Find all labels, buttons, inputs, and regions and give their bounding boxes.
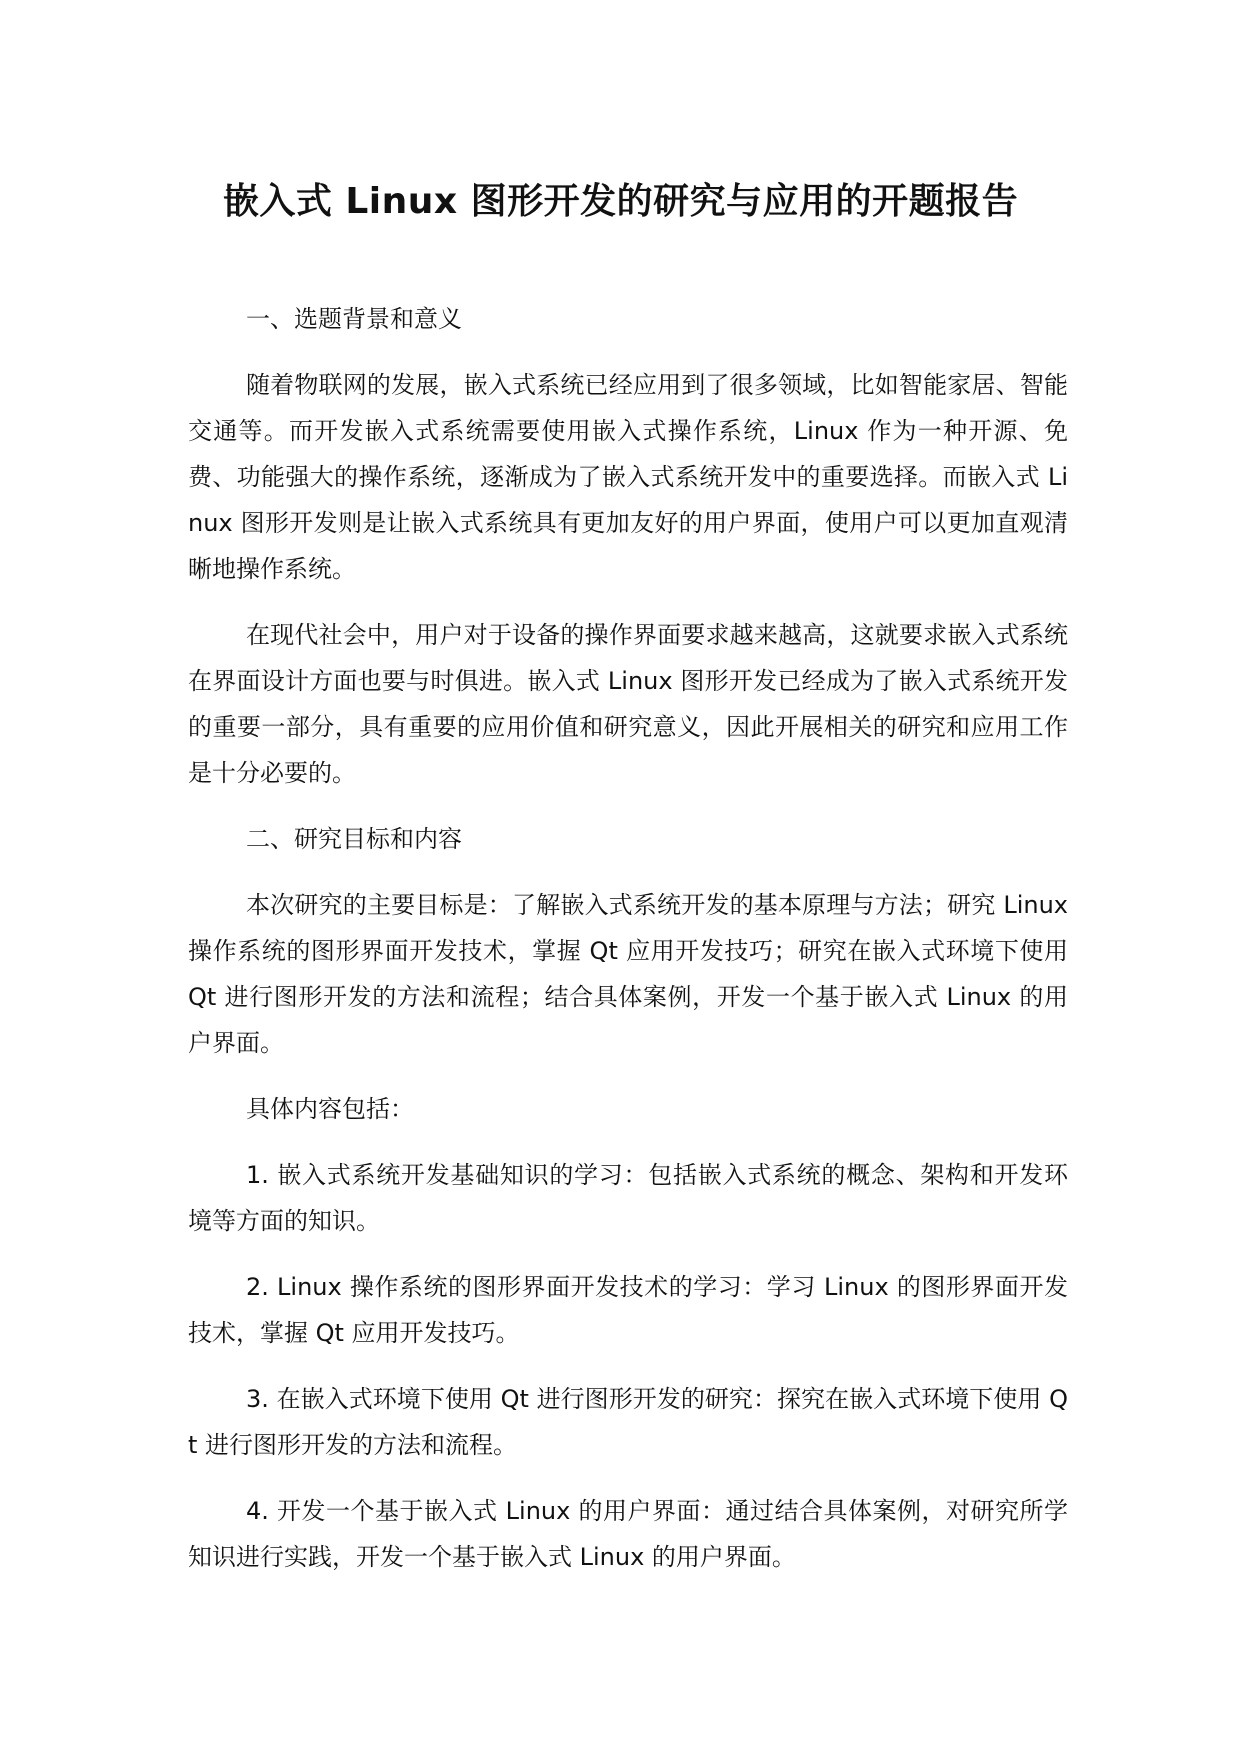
- document-body: [188, 296, 1068, 1600]
- section-heading-goals: 二、研究目标和内容: [246, 825, 462, 853]
- paragraph-goals: 本次研究的主要目标是：了解嵌入式系统开发的基本原理与方法；研究 Linux 操作系统的图形界面开发技术，掌握 Qt 应用开发技巧；研究在嵌入式环境下使用 Qt 进行图形开发的方法和流程；结合具体案例，开发一个基于嵌入式 Linux 的用户界面。: [188, 891, 1068, 1057]
- list-item-3: 3. 在嵌入式环境下使用 Qt 进行图形开发的研究：探究在嵌入式环境下使用 Qt 进行图形开发的方法和流程。: [188, 1385, 1068, 1459]
- section-heading-background: 一、选题背景和意义: [246, 305, 462, 333]
- list-item-1: 1. 嵌入式系统开发基础知识的学习：包括嵌入式系统的概念、架构和开发环境等方面的知识。: [188, 1161, 1068, 1235]
- list-item-4: 4. 开发一个基于嵌入式 Linux 的用户界面：通过结合具体案例，对研究所学知识进行实践，开发一个基于嵌入式 Linux 的用户界面。: [188, 1497, 1068, 1571]
- paragraph-background-2: 在现代社会中，用户对于设备的操作界面要求越来越高，这就要求嵌入式系统在界面设计方面也要与时俱进。嵌入式 Linux 图形开发已经成为了嵌入式系统开发的重要一部分，具有重要的应用价值和研究意义，因此开展相关的研究和应用工作是十分必要的。: [188, 621, 1068, 787]
- paragraph-background-1: 随着物联网的发展，嵌入式系统已经应用到了很多领域，比如智能家居、智能交通等。而开发嵌入式系统需要使用嵌入式操作系统，Linux 作为一种开源、免费、功能强大的操作系统，逐渐成为了嵌入式系统开发中的重要选择。而嵌入式 Linux 图形开发则是让嵌入式系统具有更加友好的用户界面，使用户可以更加直观清晰地操作系统。: [188, 371, 1068, 583]
- document-title: 嵌入式 Linux 图形开发的研究与应用的开题报告: [222, 181, 1019, 222]
- list-item-2: 2. Linux 操作系统的图形界面开发技术的学习：学习 Linux 的图形界面开发技术，掌握 Qt 应用开发技巧。: [188, 1273, 1068, 1347]
- paragraph-content-intro: 具体内容包括：: [246, 1095, 414, 1123]
